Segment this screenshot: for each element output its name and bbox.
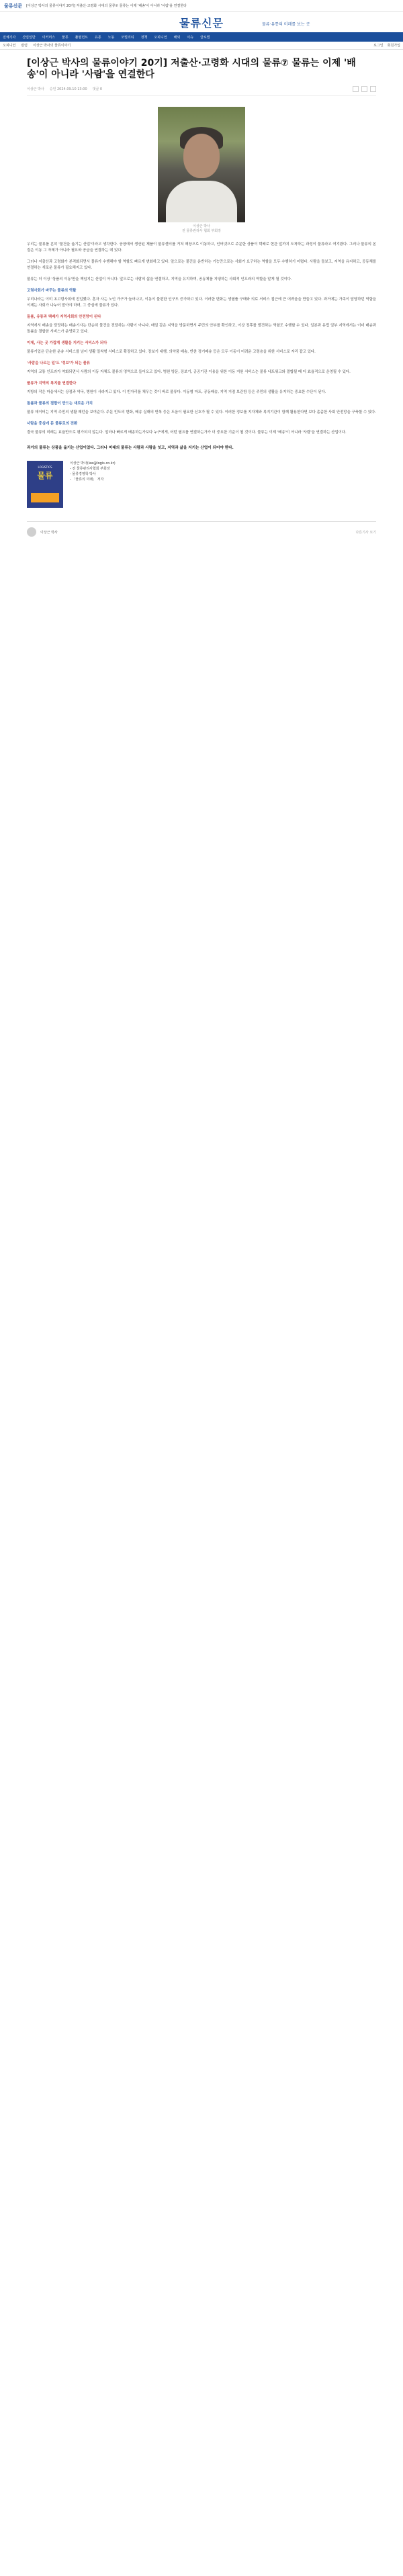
nav-item[interactable]: 이커머스 [42,35,55,40]
author-line: - 전 물류관리사협회 부회장 [70,467,110,471]
nav-item[interactable]: 풀필먼트 [75,35,88,40]
top-bar [0,0,403,12]
nav-item[interactable]: 모빌리티 [121,35,134,40]
nav-item[interactable]: 유통 [94,35,101,40]
site-logo[interactable]: 물류신문 [179,16,224,30]
article-meta [27,86,376,96]
top-logo[interactable]: 물류신문 [4,3,23,9]
nav-item[interactable]: 산업일반 [22,35,36,40]
section-paragraph: 물류기업은 단순한 운송 서비스를 넘어 생활 밀착형 서비스로 확장하고 있다. 장보기 대행, 의약품 배송, 반찬 정기배송 등은 모두 이동이 어려운 고령층을 위한 서비스로 자리 잡고 있다. [27,350,316,354]
author-line: 이상근 박사(lee@logis.co.kr) [70,461,116,465]
meta-author[interactable]: 이상근 박사 [27,87,44,91]
book-subtitle: LOGISTICS [38,465,52,469]
photo-caption: 이상근 박사 전 물류관리사 협회 부회장 [182,224,221,233]
article-body [27,242,376,436]
section-heading: 고령사회가 바꾸는 물류의 역할 [27,289,77,293]
site-tagline: 물류·유통의 미래를 보는 곳 [262,22,310,27]
sub-nav [0,42,403,50]
book-title: 물류 [37,471,53,480]
author-photo [158,107,245,222]
footer-author-name[interactable]: 이상근 박사 [40,530,58,535]
nav-item[interactable]: 전체기사 [3,35,16,40]
nav-item[interactable]: 물류 [61,35,69,40]
book-cover [27,461,63,508]
font-size-icon[interactable] [361,86,367,92]
nav-item[interactable]: 정책 [140,35,148,40]
subnav-item[interactable]: 칼럼 [21,44,28,48]
section-heading: '사람을 나르는 일'도 '정보'가 되는 물류 [27,361,91,365]
body-paragraph: 그러나 저출산과 고령화가 본격화되면서 물류가 수행해야 할 역할도 빠르게 변화하고 있다. 앞으로는 물건을 운반하는 기능만으로는 사회가 요구하는 역할을 모두 수행하기 어렵다. 사람을 돌보고, 지역을 유지하고, 공동체를 연결하는 새로운 물류가 필요해지고 있다. [27,260,376,270]
signup-link[interactable]: 회원가입 [387,44,400,48]
print-icon[interactable] [370,86,376,92]
section-heading: 돌봄, 유통과 택배가 지역사회의 안전망이 된다 [27,315,101,319]
section-heading: 이제, 사는 곳 가깝게 생활을 지키는 서비스가 되다 [27,341,107,345]
section-heading: 사람을 중심에 둔 물류로의 전환 [27,422,78,426]
article [0,50,403,542]
headline-ticker[interactable]: [이상근 박사의 물류이야기 20기] 저출산·고령화 시대의 물류⑦ 물류는 이제 '배송'이 아니라 '사람'을 연결한다 [26,4,187,8]
article-title: [이상근 박사의 물류이야기 20기] 저출산·고령화 시대의 물류⑦ 물류는 이제 '배송'이 아니라 '사람'을 연결한다 [27,58,356,80]
main-nav [0,32,403,42]
section-paragraph: 우리나라는 이미 초고령사회에 진입했다. 혼자 사는 노인 가구가 늘어나고, 이동이 불편한 인구도 증가하고 있다. 이러한 변화는 생필품 구매와 의료 서비스 접근에 큰 어려움을 만들고 있다. 과거에는 가족이 담당하던 역할을 이제는 사회가 나누어 맡아야 하며, 그 중심에 물류가 있다. [27,298,376,308]
section-heading: 돌봄과 물류의 결합이 만드는 새로운 가치 [27,402,93,406]
author-line: - 물류경영학 박사 [70,472,96,476]
nav-item[interactable]: 글로벌 [200,35,210,40]
body-paragraph: 물류는 더 이상 '상품의 이동'만을 책임지는 산업이 아니다. 앞으로는 사람의 삶을 연결하고, 지역을 유지하며, 공동체를 지탱하는 사회적 인프라의 역할을 맡게 될 것이다. [27,277,292,281]
section-paragraph: 지역에서 배송을 담당하는 배송기사는 단순히 물건을 전달하는 사람이 아니다. 매일 같은 지역을 방문하면서 주민의 안부를 확인하고, 이상 징후를 발견하는 역할도 수행할 수 있다. 일본과 유럽 일부 지역에서는 이미 배송과 돌봄을 결합한 서비스가 운영되고 있다. [27,324,376,334]
author-line: - 「물류의 미래」 저자 [70,478,104,482]
author-info [70,461,116,508]
nav-item[interactable]: 해외 [173,35,181,40]
masthead [0,12,403,32]
article-tools [353,86,376,92]
meta-comment[interactable]: 댓글 0 [92,87,103,91]
body-paragraph: 우리는 물류를 흔히 '물건을 옮기는 산업'이라고 생각한다. 공장에서 생산된 제품이 물류센터를 거쳐 매장으로 이동하고, 인터넷으로 주문한 상품이 택배로 현관 앞까지 도착하는 과정이 물류라고 여겨왔다. 그러나 물류의 본질은 이동 그 자체가 아니라 필요와 공급을 연결하는 데 있다. [27,242,376,253]
photo-wrap [27,107,376,222]
footer-author [27,521,376,542]
nav-item[interactable]: 노동 [107,35,115,40]
section-heading: 물류가 지역의 복지를 연결한다 [27,382,77,386]
section-paragraph: 결국 물류의 미래는 효율만으로 평가되지 않는다. 얼마나 빠르게 배송하는가보다 누구에게, 어떤 필요를 연결하는가가 더 중요한 기준이 될 것이다. 물류는 이제 '배송'이 아니라 '사람'을 연결하는 산업이다. [27,431,347,435]
nav-item[interactable]: 오피니언 [154,35,167,40]
section-paragraph: 물류 데이터는 지역 주민의 생활 패턴을 보여준다. 주문 빈도의 변화, 배송 실패의 반복 등은 도움이 필요한 신호가 될 수 있다. 이러한 정보를 지자체와 복지기관이 함께 활용한다면 보다 촘촘한 사회 안전망을 구축할 수 있다. [27,410,376,414]
avatar [27,527,36,537]
subnav-item[interactable]: 오피니언 [3,44,16,48]
login-link[interactable]: 로그인 [373,44,384,48]
meta-date: 승인 2024.09.10 13:00 [49,87,87,91]
share-icon[interactable] [353,86,359,92]
section-paragraph: 지역의 교통 인프라가 약화되면서 사람의 이동 자체도 물류의 영역으로 들어오고 있다. 병원 방문, 장보기, 공공기관 이용을 위한 이동 지원 서비스는 물류 네트워크와 결합될 때 더 효율적으로 운영될 수 있다. [27,370,351,374]
closing-note: 과거의 물류는 상품을 옮기는 산업이었다. 그러나 미래의 물류는 사람과 사람을 잇고, 지역과 삶을 지키는 산업이 되어야 한다. [27,446,234,450]
more-articles-link[interactable]: 다른기사 보기 [355,530,376,535]
subnav-item[interactable]: 이상근 박사의 물류이야기 [33,44,71,48]
author-byline [27,461,376,508]
section-paragraph: 지방의 작은 마을에서는 상점과 약국, 병원이 사라지고 있다. 이 빈자리를 채우는 것이 바로 물류다. 이동형 마트, 공동배송, 지역 거점 보관함 등은 주민의 생활을 유지하는 중요한 수단이 된다. [27,390,326,394]
nav-item[interactable]: 이슈 [187,35,193,40]
